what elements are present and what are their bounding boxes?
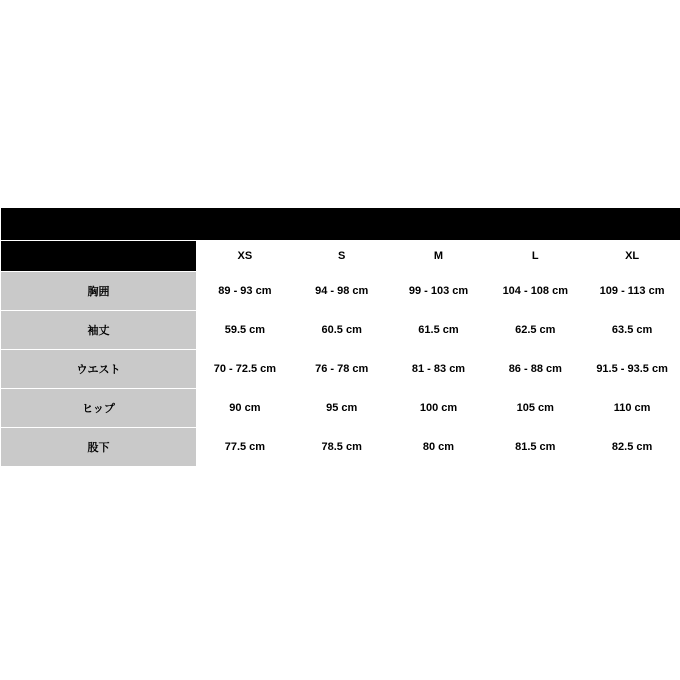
cell-chest-s: 94 - 98 cm	[293, 272, 390, 311]
cell-sleeve-l: 62.5 cm	[487, 311, 584, 350]
row-label-waist: ウエスト	[1, 350, 197, 389]
column-header-xl: XL	[584, 241, 680, 272]
row-label-hip: ヒップ	[1, 389, 197, 428]
cell-inseam-m: 80 cm	[390, 428, 487, 467]
cell-waist-xl: 91.5 - 93.5 cm	[584, 350, 680, 389]
cell-chest-l: 104 - 108 cm	[487, 272, 584, 311]
table-title: MEN Body measures	[197, 208, 680, 241]
header-row-spacer	[1, 241, 197, 272]
cell-hip-xs: 90 cm	[197, 389, 294, 428]
cell-chest-m: 99 - 103 cm	[390, 272, 487, 311]
column-header-s: S	[293, 241, 390, 272]
cell-waist-s: 76 - 78 cm	[293, 350, 390, 389]
cell-waist-m: 81 - 83 cm	[390, 350, 487, 389]
row-label-inseam: 股下	[1, 428, 197, 467]
cell-chest-xs: 89 - 93 cm	[197, 272, 294, 311]
cell-inseam-xs: 77.5 cm	[197, 428, 294, 467]
table-row	[1, 272, 680, 311]
table-row	[1, 350, 680, 389]
cell-inseam-s: 78.5 cm	[293, 428, 390, 467]
title-row-spacer	[1, 208, 197, 241]
cell-chest-xl: 109 - 113 cm	[584, 272, 680, 311]
cell-sleeve-s: 60.5 cm	[293, 311, 390, 350]
cell-sleeve-xl: 63.5 cm	[584, 311, 680, 350]
size-chart-container	[0, 208, 680, 467]
cell-waist-xs: 70 - 72.5 cm	[197, 350, 294, 389]
cell-hip-xl: 110 cm	[584, 389, 680, 428]
cell-hip-s: 95 cm	[293, 389, 390, 428]
size-chart-table	[0, 208, 680, 467]
cell-hip-m: 100 cm	[390, 389, 487, 428]
column-header-m: M	[390, 241, 487, 272]
row-label-chest: 胸囲	[1, 272, 197, 311]
column-header-l: L	[487, 241, 584, 272]
cell-waist-l: 86 - 88 cm	[487, 350, 584, 389]
cell-inseam-l: 81.5 cm	[487, 428, 584, 467]
cell-inseam-xl: 82.5 cm	[584, 428, 680, 467]
table-title-row	[1, 208, 680, 241]
column-header-xs: XS	[197, 241, 294, 272]
cell-sleeve-xs: 59.5 cm	[197, 311, 294, 350]
table-row	[1, 311, 680, 350]
cell-hip-l: 105 cm	[487, 389, 584, 428]
table-row	[1, 428, 680, 467]
table-header-row	[1, 241, 680, 272]
cell-sleeve-m: 61.5 cm	[390, 311, 487, 350]
row-label-sleeve: 袖丈	[1, 311, 197, 350]
table-row	[1, 389, 680, 428]
